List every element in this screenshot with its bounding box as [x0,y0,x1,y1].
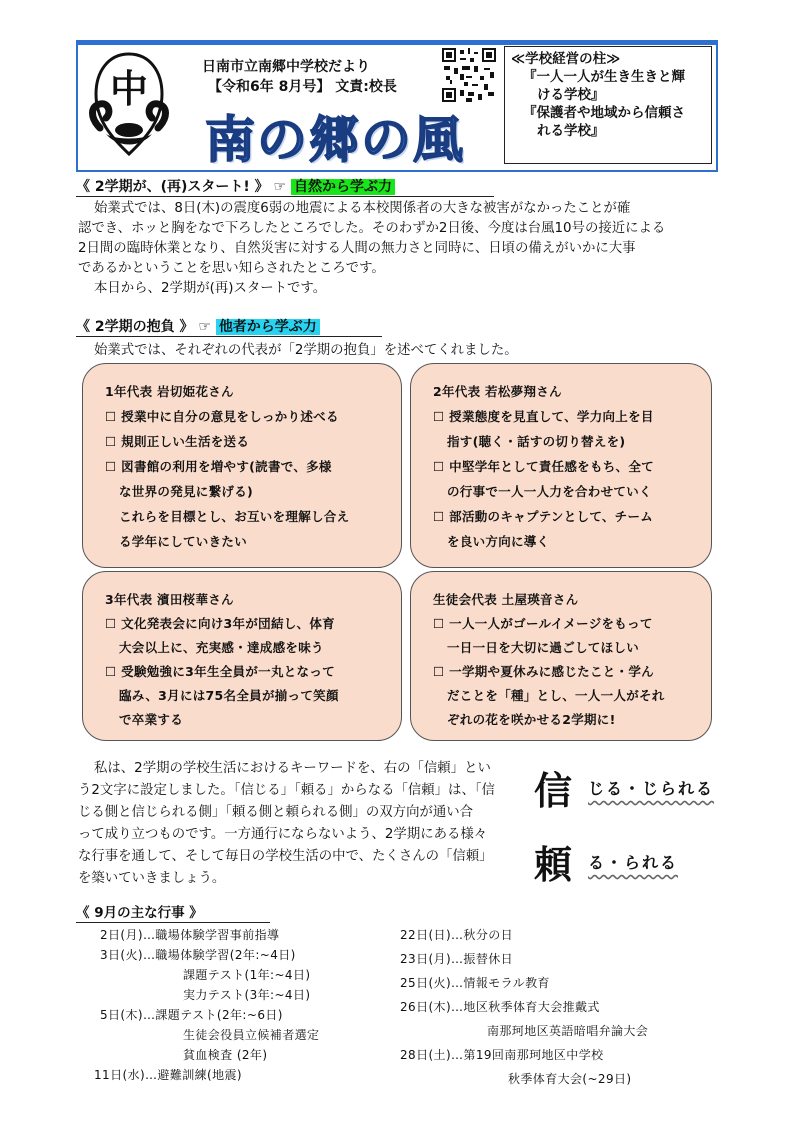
skill-badge: 自然から学ぶ力 [291,179,395,195]
card-goal: ☐ 部活動のキャプテンとして、チーム [433,509,654,524]
policy-line: 『保護者や地域から信頼さ [523,105,685,121]
card-goal: を良い方向に導く [447,534,550,549]
card-goal: 大会以上に、充実感・達成感を味う [119,640,324,655]
card-speaker: 生徒会代表 土屋瑛音さん [433,592,579,607]
section-heading-restart [76,178,494,197]
card-goal: 指す(聴く・話すの切り替えを) [447,434,626,449]
card-goal: の行事で一人一人力を合わせていく [447,484,652,499]
section-title: 《 2学期が、(再)スタート! 》 [76,179,269,195]
event-item: 5日(木)…課題テスト(2年:~6日) [100,1008,283,1022]
event-item: 南那珂地区英語暗唱弁論大会 [487,1024,649,1038]
section-title: 《 2学期の抱負 》 [76,319,194,335]
keyword-char-shin: 信 [534,769,573,813]
card-goal: ☐ 受験勉強に3年生全員が一丸となって [105,664,335,679]
card-goal: 臨み、3月には75名全員が揃って笑顔 [119,688,339,703]
emblem-character: 中 [109,67,149,111]
qr-code-icon[interactable] [442,48,496,102]
event-item: 22日(日)…秋分の日 [400,928,514,942]
event-item: 2日(月)…職場体験学習事前指導 [100,928,280,942]
keyword-char-rai: 頼 [534,843,573,887]
card-goal: な世界の発見に繋げる) [119,484,254,499]
card-goal: ☐ 文化発表会に向け3年が団結し、体育 [105,616,335,631]
paragraph-line: 認でき、ホッと胸をなで下ろしたところでした。そのわずか2日後、今度は台風10号の接近による [78,221,666,236]
event-item: 生徒会役員立候補者選定 [183,1028,320,1042]
issue-info: 【令和6年 8月号】 文責:校長 [208,79,397,95]
card-goal: ぞれの花を咲かせる2学期に! [447,712,616,727]
goals-intro: 始業式では、それぞれの代表が「2学期の抱負」を述べてくれました。 [94,343,518,358]
paragraph-line: 2日間の臨時休業となり、自然災害に対する人間の無力さと同時に、日頃の備えがいかに大事 [78,241,636,256]
card-speaker: 2年代表 若松夢翔さん [433,384,562,399]
policy-line: ける学校』 [537,87,605,103]
card-goal: で卒業する [119,712,184,727]
event-item: 11日(水)…避難訓練(地震) [94,1068,242,1082]
event-item: 貧血検査 (2年) [183,1048,268,1062]
paragraph-line: って成り立つものです。一方通行にならないよう、2学期にある様々 [78,827,488,842]
paragraph-line: 本日から、2学期が(再)スタートです。 [94,281,327,296]
event-item: 課題テスト(1年:~4日) [183,968,311,982]
card-goal: ☐ 中堅学年として責任感をもち、全て [433,459,654,474]
card-goal: だことを「種」とし、一人一人がそれ [447,688,665,703]
goal-card-grade1 [82,363,402,568]
event-item: 25日(火)…情報モラル教育 [400,976,550,990]
paragraph-line: な行事を通して、そして毎日の学校生活の中で、たくさんの「信頼」 [78,849,493,864]
card-goal: これらを目標とし、お互いを理解し合え [119,509,350,524]
keyword-reading-rai: る・られる [588,853,679,872]
event-item: 秋季体育大会(~29日) [508,1072,632,1086]
card-goal: ☐ 一人一人がゴールイメージをもって [433,616,653,631]
paragraph-line: う2文字に設定しました。「信じる」「頼る」からなる「信頼」は、「信 [78,783,495,798]
card-goal: ☐ 一学期や夏休みに感じたこと・学ん [433,664,654,679]
keyword-reading-shin: じる・じられる [588,779,715,798]
pointing-hand-icon: ☞ [198,319,211,335]
school-name: 日南市立南郷中学校だより [202,59,370,75]
school-emblem-icon [86,50,172,160]
event-item: 実力テスト(3年:~4日) [183,988,311,1002]
policy-line: 『一人一人が生き生きと輝 [523,69,685,85]
card-goal: 一日一日を大切に過ごしてほしい [447,640,640,655]
card-speaker: 1年代表 岩切姫花さん [105,384,234,399]
paragraph-line: 始業式では、8日(木)の震度6弱の地震による本校関係者の大きな被害がなかったことが確 [94,201,631,216]
skill-badge: 他者から学ぶ力 [216,319,320,335]
card-goal: ☐ 図書館の利用を増やす(読書で、多様 [105,459,332,474]
section-heading-goals [76,318,382,337]
card-goal: ☐ 規則正しい生活を送る [105,434,250,449]
event-item: 28日(土)…第19回南那珂地区中学校 [400,1048,604,1062]
goal-card-grade2 [410,363,712,568]
paragraph-line: 私は、2学期の学校生活におけるキーワードを、右の「信頼」とい [94,761,491,776]
event-item: 26日(木)…地区秋季体育大会推戴式 [400,1000,600,1014]
school-policy-box [504,46,712,164]
goal-card-student-council [410,571,712,741]
events-heading: 《 9月の主な行事 》 [76,904,270,923]
pointing-hand-icon: ☞ [273,179,287,195]
card-goal: ☐ 授業態度を見直して、学力向上を目 [433,409,654,424]
paragraph-line: を築いていきましょう。 [78,871,226,886]
card-goal: る学年にしていきたい [119,534,248,549]
paragraph-line: じる側と信じられる側」「頼る側と頼られる側」の双方向が通い合 [78,805,474,820]
card-goal: ☐ 授業中に自分の意見をしっかり述べる [105,409,339,424]
event-item: 3日(火)…職場体験学習(2年:~4日) [100,948,296,962]
goal-card-grade3 [82,571,402,741]
event-item: 23日(月)…振替休日 [400,952,514,966]
policy-line: れる学校』 [537,123,605,139]
card-speaker: 3年代表 濱田桜華さん [105,592,234,607]
newsletter-title: 南の郷の風 [205,111,465,169]
paragraph-line: であるかということを思い知らされたところです。 [78,261,385,276]
policy-heading: ≪学校経営の柱≫ [511,51,621,67]
